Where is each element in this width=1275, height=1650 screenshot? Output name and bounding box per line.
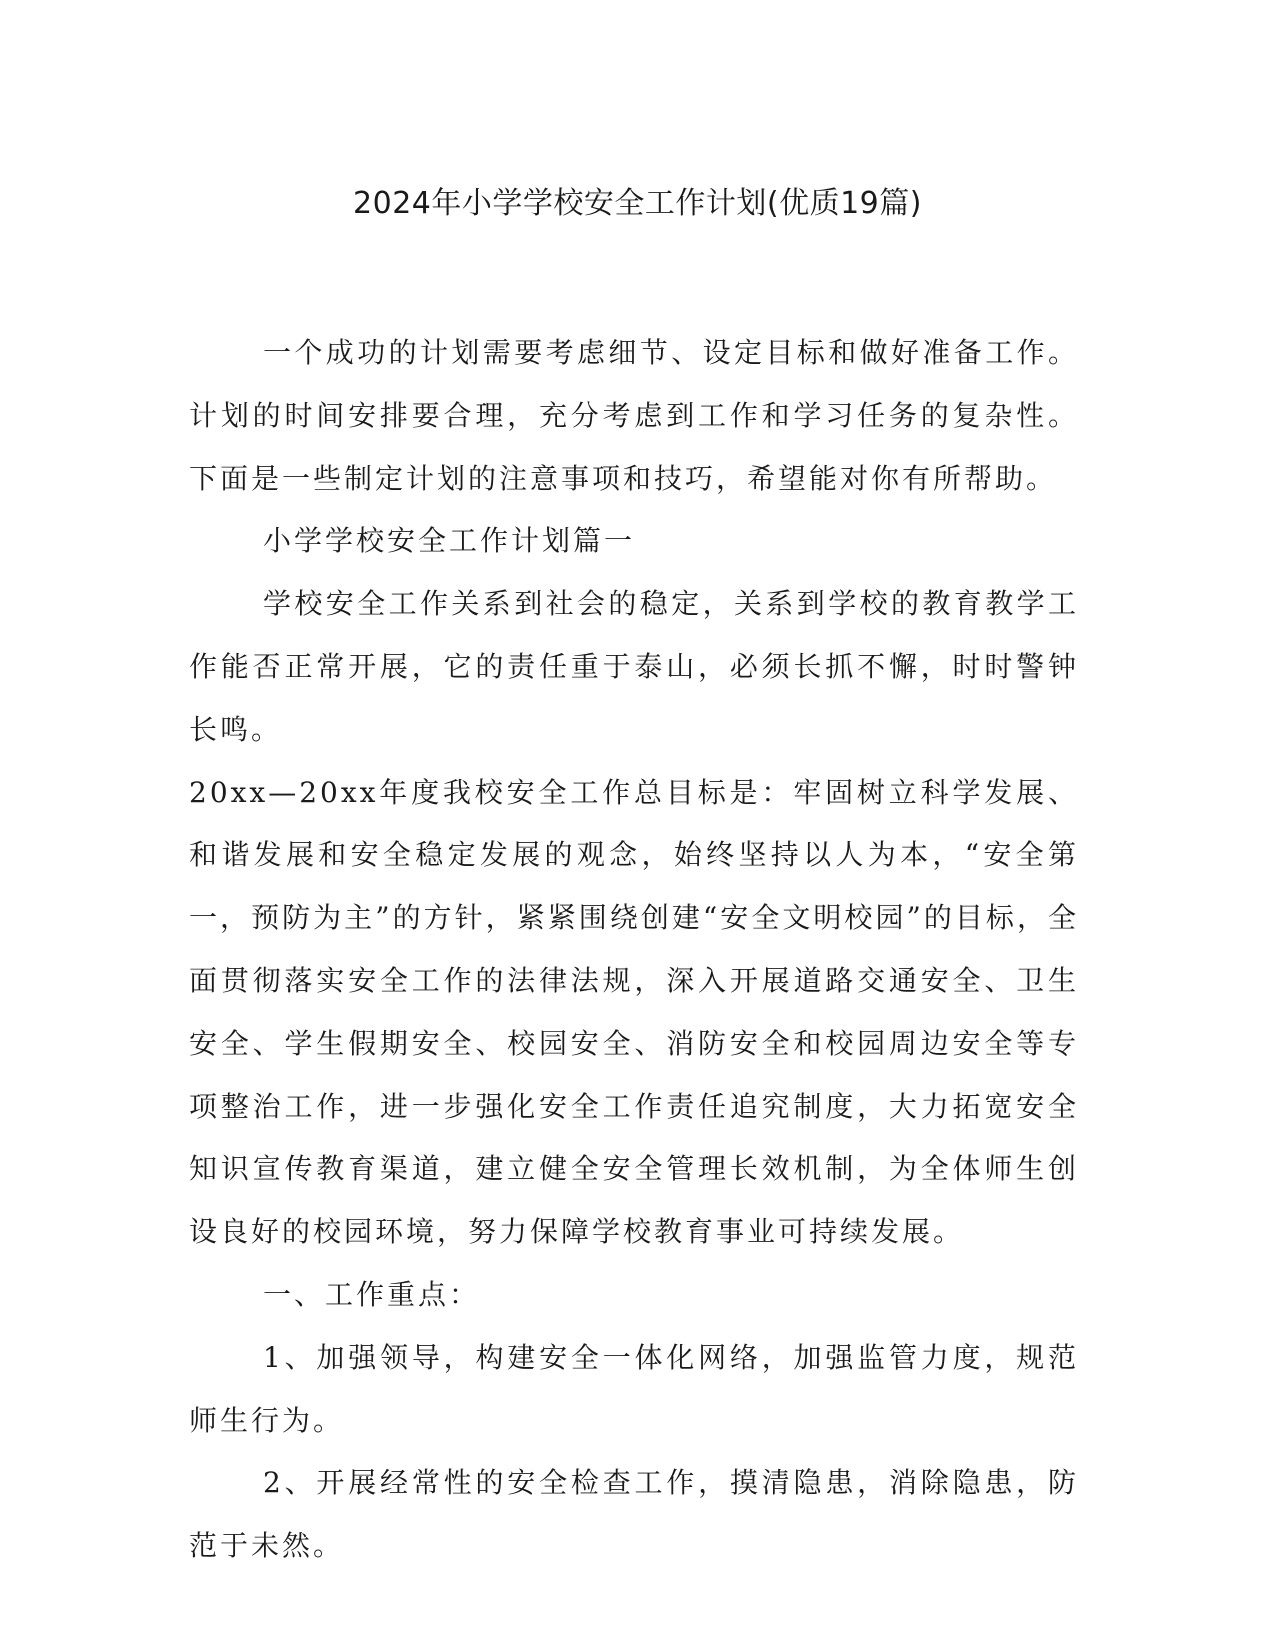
document-body (189, 322, 1079, 1578)
section-heading: 小学学校安全工作计划篇一 (263, 524, 636, 558)
body-paragraph: 学校安全工作关系到社会的稳定，关系到学校的教育教学工作能否正常开展，它的责任重于泰山，必须长抓不懈，时时警钟长鸣。 (189, 587, 1079, 746)
document-title: 2024年小学学校安全工作计划(优质19篇) (353, 186, 922, 221)
intro-paragraph: 一个成功的计划需要考虑细节、设定目标和做好准备工作。计划的时间安排要合理，充分考虑到工作和学习任务的复杂性。下面是一些制定计划的注意事项和技巧，希望能对你有所帮助。 (189, 336, 1079, 495)
subsection-heading: 一、工作重点： (263, 1277, 481, 1311)
list-item: 1、加强领导，构建安全一体化网络，加强监管力度，规范师生行为。 (189, 1340, 1079, 1437)
list-item: 2、开展经常性的安全检查工作，摸清隐患，消除隐患，防范于未然。 (189, 1466, 1079, 1563)
goal-paragraph: 20xx—20xx年度我校安全工作总目标是：牢固树立科学发展、和谐发展和安全稳定发展的观念，始终坚持以人为本，“安全第一，预防为主”的方针，紧紧围绕创建“安全文明校园”的目标，全面贯彻落实安全工作的法律法规，深入开展道路交通安全、卫生安全、学生假期安全、校园安全、消防安全和校园周边安全等专项整治工作，进一步强化安全工作责任追究制度，大力拓宽安全知识宣传教育渠道，建立健全安全管理长效机制，为全体师生创设良好的校园环境，努力保障学校教育事业可持续发展。 (189, 775, 1079, 1249)
